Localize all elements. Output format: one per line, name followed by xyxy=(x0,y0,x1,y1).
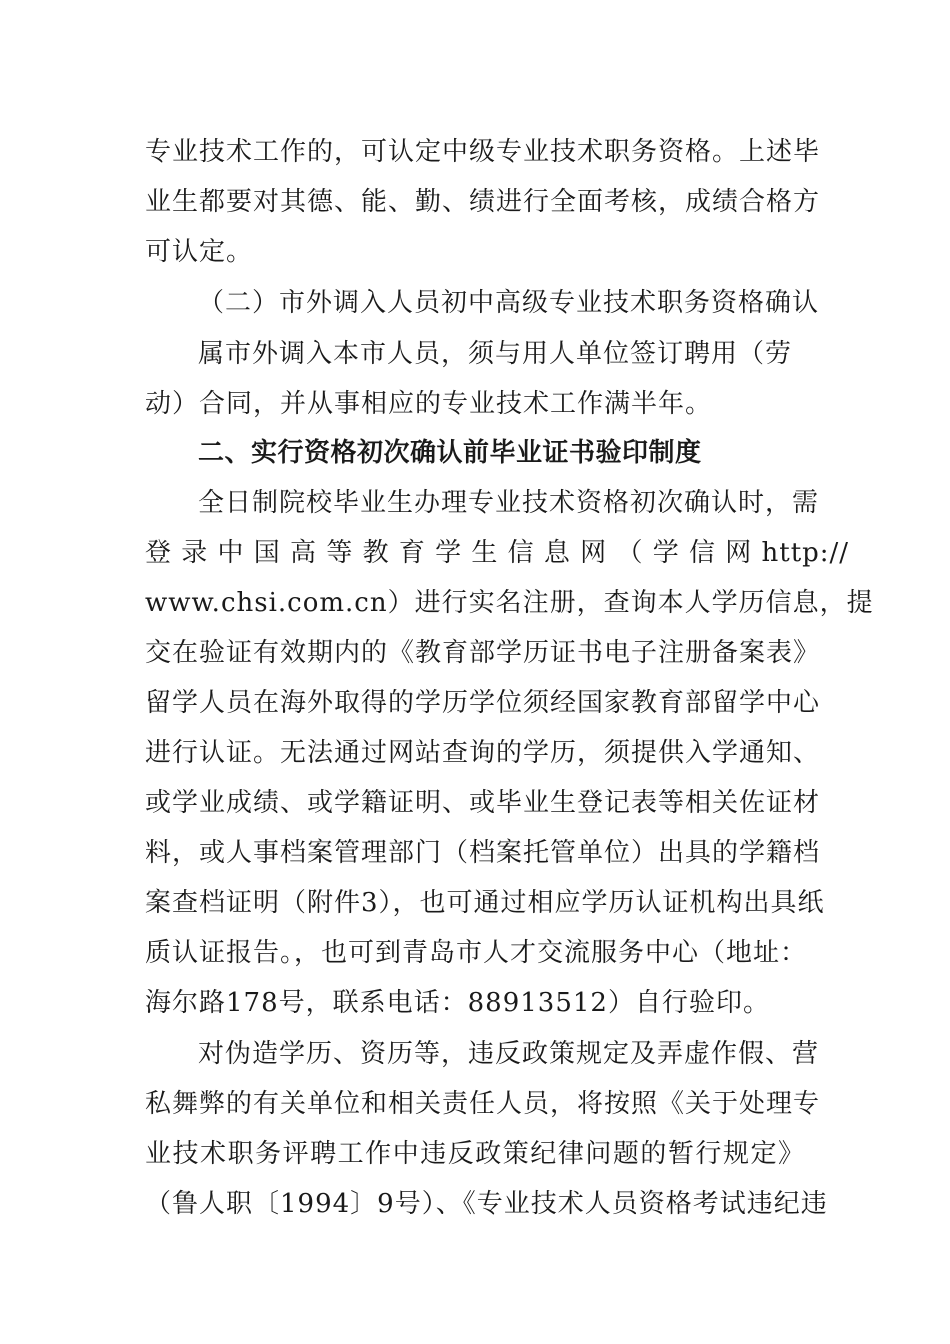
paragraph-line: （鲁人职〔1994〕9号）、《专业技术人员资格考试违纪违 xyxy=(145,1189,828,1219)
paragraph-line: 海尔路178号，联系电话：88913512）自行验印。 xyxy=(145,988,770,1018)
paragraph-line: 交在验证有效期内的《教育部学历证书电子注册备案表》 xyxy=(145,638,821,668)
paragraph-line: 登 录 中 国 高 等 教 育 学 生 信 息 网 （ 学 信 网 http:// xyxy=(145,538,850,568)
paragraph-line: 全日制院校毕业生办理专业技术资格初次确认时，需 xyxy=(198,488,820,518)
section-subheading: （二）市外调入人员初中高级专业技术职务资格确认 xyxy=(198,288,820,318)
paragraph-line: 动）合同，并从事相应的专业技术工作满半年。 xyxy=(145,389,713,419)
paragraph-line: 业技术职务评聘工作中违反政策纪律问题的暂行规定》 xyxy=(145,1139,805,1169)
paragraph-line: 属市外调入本市人员，须与用人单位签订聘用（劳 xyxy=(198,339,793,369)
paragraph-line: 留学人员在海外取得的学历学位须经国家教育部留学中心 xyxy=(145,688,821,718)
paragraph-line: 私舞弊的有关单位和相关责任人员，将按照《关于处理专 xyxy=(145,1089,821,1119)
paragraph-line: 质认证报告。，也可到青岛市人才交流服务中心（地址： xyxy=(145,938,808,968)
paragraph-line: www.chsi.com.cn）进行实名注册，查询本人学历信息，提 xyxy=(145,588,874,618)
paragraph-line: 业生都要对其德、能、勤、绩进行全面考核，成绩合格方 xyxy=(145,187,821,217)
paragraph-line: 对伪造学历、资历等，违反政策规定及弄虚作假、营 xyxy=(198,1039,820,1069)
paragraph-line: 专业技术工作的，可认定中级专业技术职务资格。上述毕 xyxy=(145,137,821,167)
paragraph-line: 可认定。 xyxy=(145,237,254,267)
section-heading: 二、实行资格初次确认前毕业证书验印制度 xyxy=(198,438,702,468)
paragraph-line: 进行认证。无法通过网站查询的学历，须提供入学通知、 xyxy=(145,738,821,768)
paragraph-line: 料，或人事档案管理部门（档案托管单位）出具的学籍档 xyxy=(145,838,821,868)
paragraph-line: 或学业成绩、或学籍证明、或毕业生登记表等相关佐证材 xyxy=(145,788,821,818)
paragraph-line: 案查档证明（附件3），也可通过相应学历认证机构出具纸 xyxy=(145,888,825,918)
